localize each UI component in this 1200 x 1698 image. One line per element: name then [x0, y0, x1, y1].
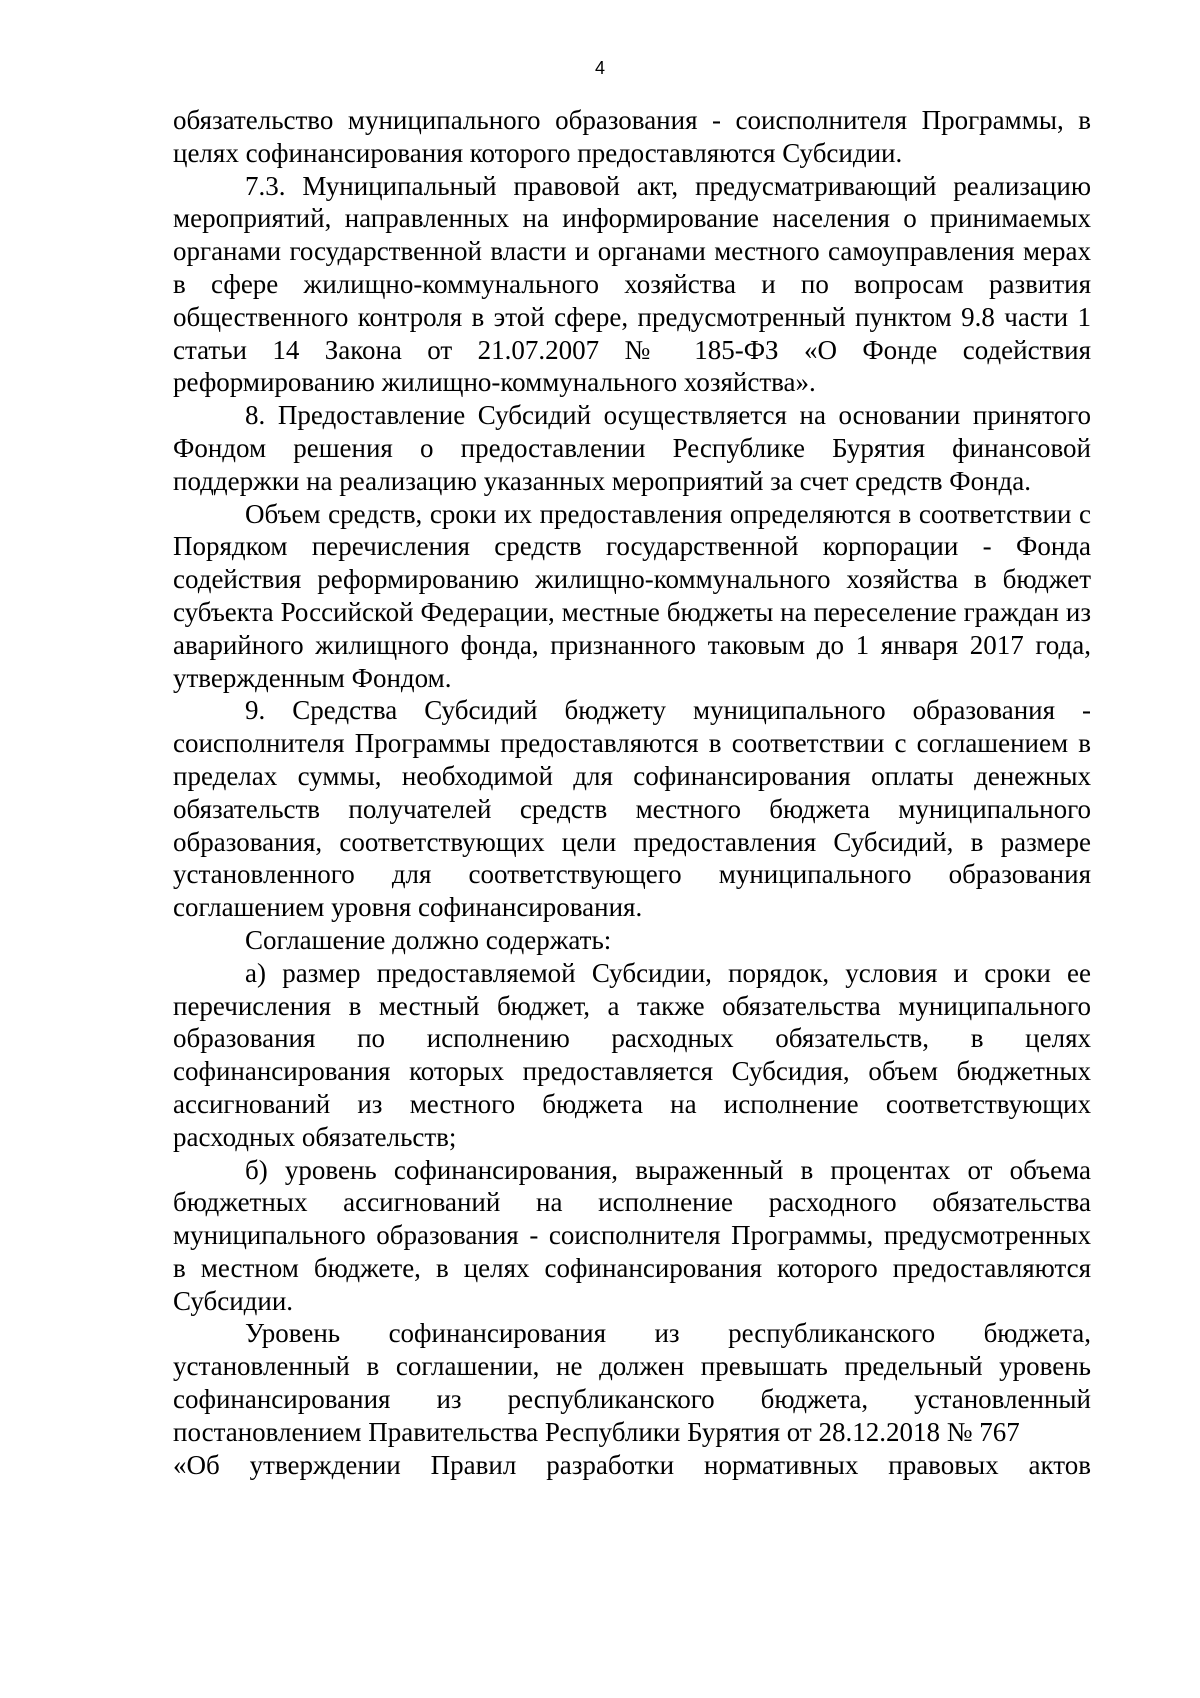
paragraph-8: 8. Предоставление Субсидий осуществляется на основании принятого Фондом решения о предоставлении Республике Бурятия финансовой поддержки на реализацию указанных мероприятий за счет средств Фонда.: [173, 400, 1091, 496]
paragraph-7-3: 7.3. Муниципальный правовой акт, предусматривающий реализацию мероприятий, направленных на информирование населения о принимаемых органами государственной власти и органами местного самоуправления мерах в сфере жилищно-коммунального хозяйства и по вопросам развития общественного контроля в этой сфере, предусмотренный пунктом 9.8 части 1 статьи 14 Закона от 21.07.2007 № 185-ФЗ «О Фонде содействия реформированию жилищно-коммунального хозяйства».: [173, 170, 1091, 398]
paragraph-continuation: обязательство муниципального образования - соисполнителя Программы, в целях софинансирования которого предоставляются Субсидии.: [173, 105, 1091, 168]
paragraph-trailing-line: «Об утверждении Правил разработки нормативных правовых актов: [173, 1449, 1091, 1480]
paragraph-cofinancing-level: Уровень софинансирования из республиканского бюджета, установленный в соглашении, не должен превышать предельный уровень софинансирования из республиканского бюджета, установленный постановлением Правительства Республики Бурятия от 28.12.2018 № 767: [173, 1318, 1091, 1447]
document-body: [173, 104, 1091, 1481]
paragraph-agreement-intro: Соглашение должно содержать:: [245, 924, 612, 955]
paragraph-item-a: а) размер предоставляемой Субсидии, порядок, условия и сроки ее перечисления в местный бюджет, а также обязательства муниципального образования по исполнению расходных обязательств, в целях софинансирования которых предоставляется Субсидия, объем бюджетных ассигнований из местного бюджета на исполнение соответствующих расходных обязательств;: [173, 957, 1091, 1152]
paragraph-9: 9. Средства Субсидий бюджету муниципального образования - соисполнителя Программы предоставляются в соответствии с соглашением в пределах суммы, необходимой для софинансирования оплаты денежных обязательств получателей средств местного бюджета муниципального образования, соответствующих цели предоставления Субсидий, в размере установленного для соответствующего муниципального образования соглашением уровня софинансирования.: [173, 695, 1091, 923]
page-number: 4: [594, 58, 605, 78]
paragraph-item-b: б) уровень софинансирования, выраженный в процентах от объема бюджетных ассигнований на исполнение расходного обязательства муниципального образования - соисполнителя Программы, предусмотренных в местном бюджете, в целях софинансирования которого предоставляются Субсидии.: [173, 1154, 1091, 1316]
paragraph-funding-volume: Объем средств, сроки их предоставления определяются в соответствии с Порядком перечисления средств государственной корпорации - Фонда содействия реформированию жилищно-коммунального хозяйства в бюджет субъекта Российской Федерации, местные бюджеты на переселение граждан из аварийного жилищного фонда, признанного таковым до 1 января 2017 года, утвержденным Фондом.: [173, 498, 1091, 693]
